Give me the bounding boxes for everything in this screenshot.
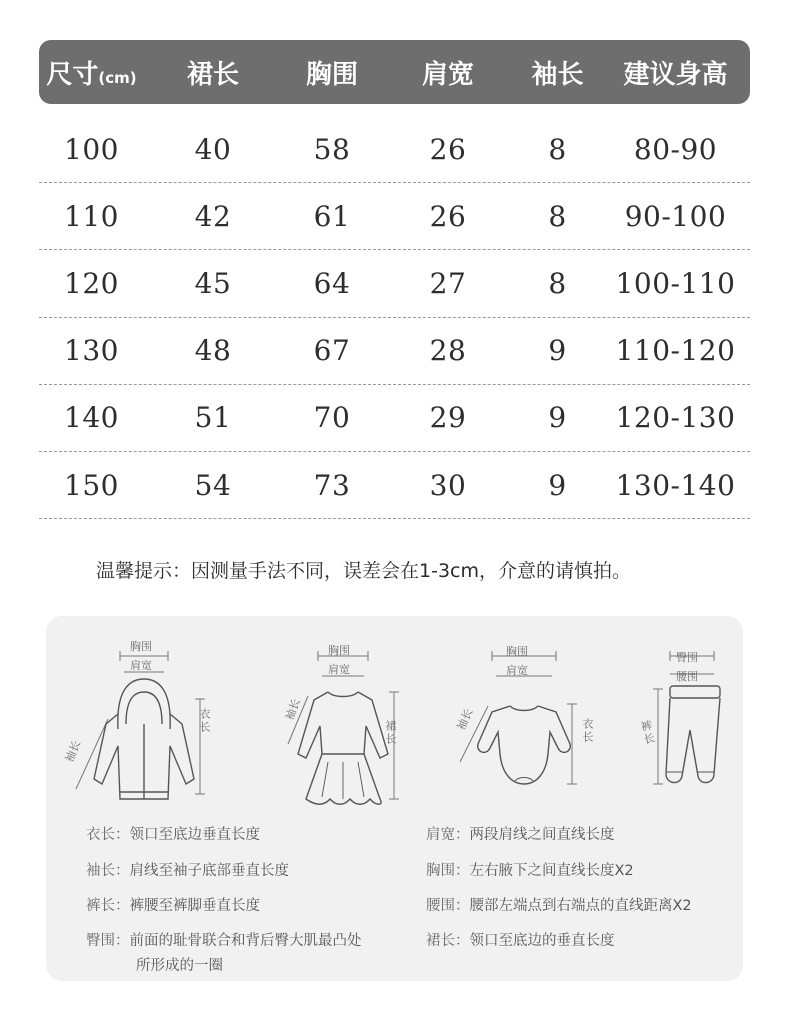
table-cell: 26: [429, 199, 467, 233]
table-cell: 51: [194, 401, 232, 435]
jacket-chest-label: 胸围: [130, 640, 152, 653]
table-row: [39, 318, 750, 385]
definition-skirt-length: 裙长：领口至底边的垂直长度: [426, 933, 615, 949]
table-cell: 42: [194, 199, 232, 233]
table-cell: 26: [429, 132, 467, 166]
table-cell: 29: [429, 401, 467, 435]
definition-chest: 胸围：左右腋下之间直线长度X2: [426, 863, 634, 879]
table-cell: 40: [194, 132, 232, 166]
table-cell: 100-110: [615, 266, 736, 300]
size-table-header: [39, 40, 750, 104]
table-row: [39, 452, 750, 519]
table-cell: 130-140: [615, 468, 736, 502]
table-cell: 54: [194, 468, 232, 502]
table-cell: 130: [64, 334, 119, 368]
header-sleeve: 袖长: [531, 59, 584, 90]
table-cell: 9: [548, 334, 567, 368]
pants-hip-label: 臀围: [676, 651, 698, 664]
table-cell: 67: [313, 334, 351, 368]
header-chest: 胸围: [305, 59, 358, 90]
table-cell: 100: [64, 132, 119, 166]
table-row: [39, 250, 750, 317]
table-cell: 61: [313, 199, 351, 233]
table-cell: 120: [64, 266, 119, 300]
romper-shoulder-label: 肩宽: [506, 664, 528, 677]
table-cell: 9: [548, 468, 567, 502]
table-cell: 120-130: [615, 401, 736, 435]
table-row: [39, 183, 750, 250]
dress-shoulder-label: 肩宽: [328, 663, 350, 676]
table-cell: 80-90: [633, 132, 718, 166]
header-size: 尺寸(cm): [46, 59, 137, 90]
jacket-sleeve-label: 袖长: [62, 738, 84, 765]
header-skirt-length: 裙长: [186, 59, 239, 90]
definition-waist: 腰围：腰部左端点到右端点的直线距离X2: [426, 898, 692, 914]
measurement-guide-panel: [46, 616, 743, 981]
table-cell: 8: [548, 132, 567, 166]
romper-length-label: 衣长: [581, 718, 594, 744]
table-cell: 28: [429, 334, 467, 368]
jacket-shoulder-label: 肩宽: [130, 659, 152, 672]
romper-chest-label: 胸围: [506, 645, 528, 658]
table-cell: 8: [548, 266, 567, 300]
table-cell: 8: [548, 199, 567, 233]
table-cell: 140: [64, 401, 119, 435]
table-cell: 150: [64, 468, 119, 502]
dress-sleeve-label: 袖长: [283, 696, 303, 723]
definition-hip: 臀围：前面的耻骨联合和背后臀大肌最凸处: [86, 933, 362, 949]
table-cell: 48: [194, 334, 232, 368]
table-cell: 27: [429, 266, 467, 300]
definition-pants-length: 裤长：裤腰至裤脚垂直长度: [86, 898, 260, 914]
table-cell: 64: [313, 266, 351, 300]
table-cell: 30: [429, 468, 467, 502]
table-cell: 73: [313, 468, 351, 502]
definition-shoulder: 肩宽：两段肩线之间直线长度: [426, 827, 615, 843]
dress-chest-label: 胸围: [328, 644, 350, 657]
table-cell: 110-120: [615, 334, 736, 368]
table-cell: 90-100: [624, 199, 727, 233]
table-cell: 9: [548, 401, 567, 435]
header-suggested-height: 建议身高: [623, 59, 728, 90]
definition-hip-continued: 所形成的一圈: [136, 958, 223, 974]
pants-waist-label: 腰围: [676, 670, 698, 683]
table-cell: 58: [313, 132, 351, 166]
size-table-body: [39, 116, 750, 519]
header-shoulder: 肩宽: [421, 59, 474, 90]
definition-sleeve-length: 袖长：肩线至袖子底部垂直长度: [86, 863, 289, 879]
romper-sleeve-label: 袖长: [454, 706, 476, 733]
definition-garment-length: 衣长：领口至底边垂直长度: [86, 827, 260, 843]
pants-length-label: 裤长: [638, 718, 657, 748]
dress-length-label: 裙长: [384, 720, 397, 746]
table-cell: 110: [64, 199, 119, 233]
table-cell: 45: [194, 266, 232, 300]
measurement-note: 温馨提示：因测量手法不同，误差会在1-3cm，介意的请慎拍。: [96, 560, 631, 582]
table-row: [39, 385, 750, 452]
jacket-length-label: 衣长: [198, 708, 211, 734]
table-row: [39, 116, 750, 183]
table-cell: 70: [313, 401, 351, 435]
